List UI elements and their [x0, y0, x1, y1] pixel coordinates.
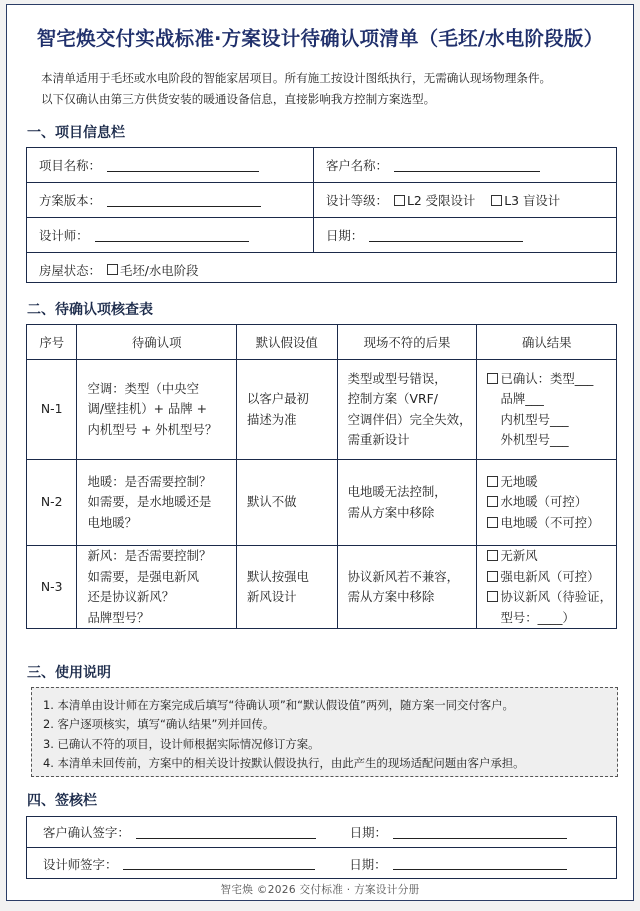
house-status-checkbox[interactable]	[107, 264, 118, 275]
item-text: 空调：类型（中央空	[87, 380, 199, 396]
col-header: 序号	[27, 325, 77, 360]
designer-sign-blank[interactable]	[123, 857, 315, 870]
level-l3-label: L3 盲设计	[504, 193, 561, 208]
result-cell	[477, 360, 617, 460]
result-option: 水地暖（可控）	[500, 494, 588, 510]
page-footer: 智宅焕 ©2026 交付标准 · 方案设计分册	[220, 884, 420, 896]
item-cell	[77, 360, 237, 460]
section-heading-check: 二、待确认项核查表	[27, 302, 153, 318]
result-field[interactable]: 内机型号___	[500, 411, 569, 427]
consequence-text: 需从方案中移除	[347, 504, 435, 520]
table-row	[27, 460, 617, 546]
item-cell	[77, 546, 237, 629]
date-label: 日期：	[326, 228, 364, 243]
default-cell	[236, 546, 337, 629]
client-sign-label: 客户确认签字：	[43, 825, 130, 840]
note-item: 3. 已确认不符的项目，设计师根据实际情况修订方案。	[43, 736, 320, 751]
version-blank[interactable]	[107, 194, 261, 207]
client-name-blank[interactable]	[394, 159, 540, 172]
result-field[interactable]: 品牌___	[500, 391, 544, 406]
result-checkbox[interactable]	[487, 496, 498, 507]
row-number: N-3	[27, 546, 77, 629]
intro-text	[27, 68, 619, 110]
section-heading-sign: 四、签核栏	[27, 793, 97, 809]
intro-line: 以下仅确认由第三方供货安装的暖通设备信息，直接影响我方控制方案选型。	[41, 92, 436, 106]
house-status-label: 房屋状态：	[39, 262, 101, 278]
checklist-page	[6, 4, 634, 901]
client-name-label: 客户名称：	[326, 158, 388, 173]
consequence-cell	[337, 360, 477, 460]
date-field	[314, 218, 523, 252]
section-heading-usage: 三、使用说明	[27, 665, 111, 681]
result-checkbox[interactable]	[487, 591, 498, 602]
item-text: 新风：是否需要控制？	[87, 548, 212, 563]
result-checkbox[interactable]	[487, 373, 498, 384]
version-field	[27, 183, 314, 217]
house-status-option: 毛坯/水电阶段	[119, 262, 199, 278]
row-number: N-1	[27, 360, 77, 460]
item-text: 内机型号 + 外机型号？	[87, 421, 218, 437]
consequence-text: 类型或型号错误，	[347, 370, 447, 386]
col-header: 确认结果	[477, 325, 617, 360]
client-date-blank[interactable]	[393, 826, 567, 839]
level-label: 设计等级：	[326, 193, 388, 208]
result-option: 已确认：类型___	[500, 370, 594, 386]
result-field[interactable]: 外机型号___	[500, 432, 569, 447]
result-option: 无新风	[500, 548, 538, 563]
consequence-text: 控制方案（VRF/	[347, 391, 438, 406]
level-l3-checkbox[interactable]	[491, 195, 502, 206]
designer-blank[interactable]	[95, 229, 249, 242]
consequence-text: 需重新设计	[347, 432, 410, 447]
result-checkbox[interactable]	[487, 571, 498, 582]
item-text: 地暖：是否需要控制？	[87, 473, 212, 489]
result-cell	[477, 546, 617, 629]
page-title: 智宅焕交付实战标准·方案设计待确认项清单（毛坯/水电阶段版）	[36, 27, 604, 50]
default-cell	[236, 360, 337, 460]
result-checkbox[interactable]	[487, 476, 498, 487]
result-checkbox[interactable]	[487, 517, 498, 528]
note-item: 4. 本清单未回传前，方案中的相关设计按默认假设执行，由此产生的现场适配问题由客户承担。	[43, 756, 525, 771]
designer-field	[27, 218, 314, 252]
item-text: 调/壁挂机）+ 品牌 +	[87, 401, 208, 417]
consequence-text: 空调伴侣）完全失效，	[347, 411, 472, 427]
consequence-cell	[337, 460, 477, 546]
version-label: 方案版本：	[39, 193, 101, 208]
default-text: 描述为准	[246, 411, 297, 427]
default-text: 以客户最初	[246, 391, 309, 406]
note-item: 1. 本清单由设计师在方案完成后填写“待确认项”和“默认假设值”两列，随方案一同交付客户。	[43, 698, 514, 712]
level-l2-checkbox[interactable]	[394, 195, 405, 206]
result-field[interactable]: 型号：____）	[500, 609, 575, 625]
result-option: 无地暖	[500, 473, 538, 489]
check-table	[26, 324, 617, 629]
date-blank[interactable]	[369, 229, 523, 242]
col-header: 待确认项	[77, 325, 237, 360]
level-field	[314, 183, 560, 217]
item-text: 品牌型号？	[87, 609, 150, 625]
default-cell	[236, 460, 337, 546]
designer-label: 设计师：	[39, 228, 89, 243]
section-heading-project: 一、项目信息栏	[27, 125, 125, 141]
intro-line: 本清单适用于毛坯或水电阶段的智能家居项目。所有施工按设计图纸执行，无需确认现场物理条件。	[41, 71, 552, 85]
client-date-label: 日期：	[349, 825, 387, 840]
designer-sign-label: 设计师签字：	[43, 856, 118, 872]
default-text: 新风设计	[246, 589, 297, 604]
designer-date-blank[interactable]	[393, 857, 567, 870]
result-option: 电地暖（不可控）	[500, 514, 600, 530]
item-text: 如需要，是水地暖还是	[87, 494, 212, 510]
consequence-text: 电地暖无法控制，	[347, 484, 447, 499]
table-row	[27, 546, 617, 629]
project-name-label: 项目名称：	[39, 158, 101, 173]
result-checkbox[interactable]	[487, 550, 498, 561]
house-status-field	[27, 253, 198, 286]
note-item: 2. 客户逐项核实，填写“确认结果”列并回传。	[43, 717, 275, 732]
col-header: 默认假设值	[236, 325, 337, 360]
default-text: 默认不做	[246, 494, 297, 510]
level-l2-label: L2 受限设计	[406, 193, 476, 208]
result-option: 协议新风（待验证，	[500, 589, 612, 604]
consequence-cell	[337, 546, 477, 629]
signature-box	[26, 816, 617, 879]
result-cell	[477, 460, 617, 546]
item-text: 电地暖？	[87, 514, 138, 530]
consequence-text: 需从方案中移除	[347, 589, 435, 604]
consequence-text: 协议新风若不兼容，	[347, 568, 460, 584]
client-name-field	[314, 148, 540, 182]
item-cell	[77, 460, 237, 546]
default-text: 默认按强电	[246, 568, 309, 584]
col-header: 现场不符的后果	[337, 325, 477, 360]
row-number: N-2	[27, 460, 77, 546]
designer-sign-row	[27, 847, 616, 879]
item-text: 如需要，是强电新风	[87, 568, 199, 584]
table-header-row	[27, 325, 617, 360]
table-row	[27, 360, 617, 460]
client-sign-blank[interactable]	[136, 826, 316, 839]
project-name-field	[27, 148, 314, 182]
designer-date-label: 日期：	[349, 856, 387, 872]
item-text: 还是协议新风？	[87, 589, 175, 604]
project-info-box	[26, 147, 617, 283]
client-sign-row	[27, 817, 616, 847]
result-option: 强电新风（可控）	[500, 568, 600, 584]
usage-notes	[31, 687, 618, 777]
project-name-blank[interactable]	[107, 159, 259, 172]
